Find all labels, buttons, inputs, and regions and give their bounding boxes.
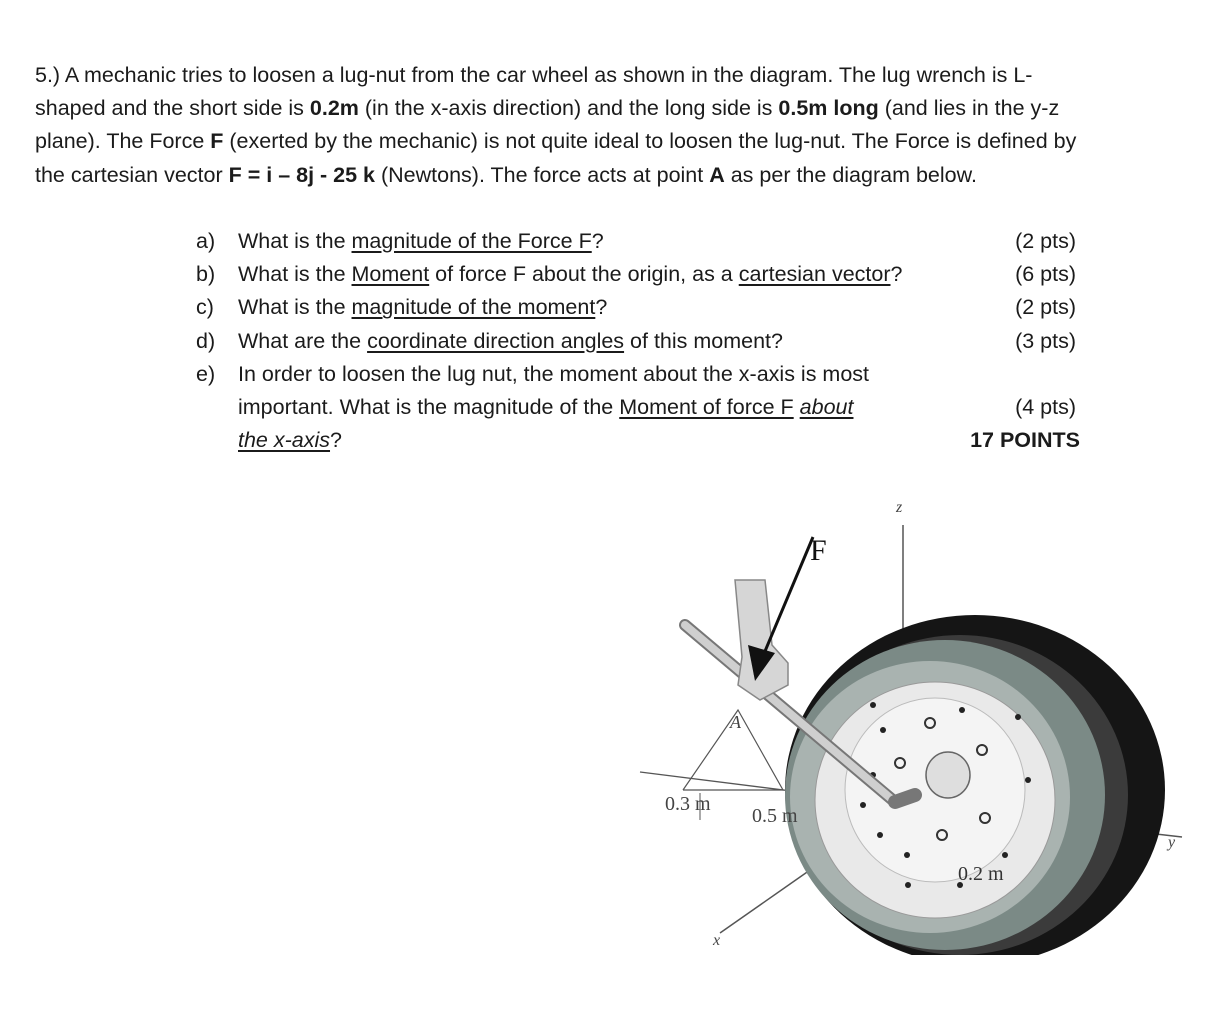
points-a: (2 pts) <box>1015 229 1076 253</box>
label-x: x <box>713 932 721 949</box>
force-symbol: F <box>210 129 224 154</box>
short-length: 0.2m <box>309 96 359 121</box>
label-A: A <box>730 712 741 732</box>
label-y: y <box>1168 834 1176 851</box>
point-label: A <box>709 162 725 187</box>
total-points: 17 POINTS <box>970 428 1080 453</box>
question-list <box>196 225 1086 457</box>
wheel-diagram <box>630 485 1190 955</box>
dim-0.5m: 0.5 m <box>752 805 798 827</box>
force-vector: F = i – 8j - 25 k <box>228 162 376 187</box>
points-b: (6 pts) <box>1015 262 1076 287</box>
question-e: e) In order to loosen the lug nut, the moment about the x-axis is most <box>196 361 870 386</box>
hand-icon <box>735 580 788 700</box>
label-F: F <box>810 534 827 567</box>
question-e-line3: the x-axis? 17 POINTS <box>196 424 1086 457</box>
lug-wrench-short <box>895 795 915 802</box>
points-d: (3 pts) <box>1015 328 1076 353</box>
question-c: c) What is the magnitude of the moment? (2 pts) <box>196 291 1086 324</box>
question-a: a) What is the magnitude of the Force F? (2 pts) <box>196 225 1086 258</box>
dim-0.3m: 0.3 m <box>665 793 711 815</box>
question-b: b) What is the Moment of force F about the origin, as a cartesian vector? (6 pts) <box>196 258 1086 291</box>
dim-0.2m: 0.2 m <box>958 863 1004 885</box>
question-d: d) What are the coordinate direction angles of this moment? (3 pts) <box>196 325 1086 358</box>
problem-statement: 5.) A mechanic tries to loosen a lug-nut from the car wheel as shown in the diagram. The lug wrench is L-shaped and the short side is 0.2m (in the x-axis direction) and the long side is 0.5m long (and lies in the y-z plane). The Force F (exerted by the mechanic) is not quite ideal to loosen the lug-nut. The Force is defined by the cartesian vector F = i – 8j - 25 k (Newtons). The force acts at point A as per the diagram below. <box>35 63 1077 187</box>
long-length: 0.5m long <box>778 96 879 121</box>
question-e-line2: important. What is the magnitude of the Moment of force F about (4 pts) <box>196 391 1086 424</box>
label-z: z <box>896 499 903 516</box>
hub <box>926 752 970 798</box>
points-e: (4 pts) <box>1015 394 1076 419</box>
points-c: (2 pts) <box>1015 295 1076 320</box>
